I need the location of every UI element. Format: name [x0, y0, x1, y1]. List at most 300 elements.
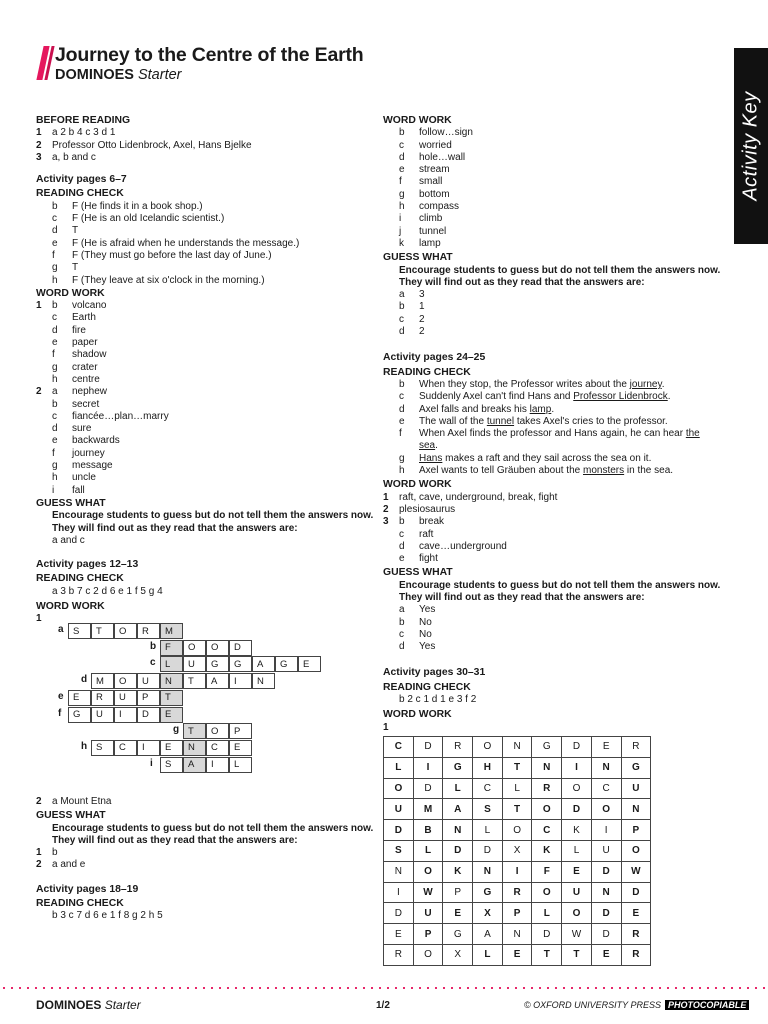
item-number	[36, 435, 52, 447]
list-item	[36, 275, 376, 287]
word-search-cell: O	[473, 737, 503, 758]
section-heading: WORD WORK	[383, 479, 452, 491]
word-search-cell: N	[473, 861, 503, 882]
item-text: stream	[419, 164, 450, 176]
word-search-cell: I	[413, 757, 443, 778]
item-text: cave…underground	[419, 540, 507, 552]
item-text: hole…wall	[419, 151, 466, 163]
word-search-cell: R	[443, 737, 473, 758]
item-text: Suddenly Axel can't find Hans and Professor Lidenbrock.	[419, 391, 671, 403]
item-number	[383, 465, 399, 477]
item-text: centre	[72, 373, 100, 385]
word-search-cell: N	[384, 861, 414, 882]
item-letter: d	[399, 151, 405, 163]
word-search-cell: P	[443, 882, 473, 903]
item-text: When Axel finds the professor and Hans again, he can hear the sea.	[419, 428, 700, 452]
word-search-cell: A	[473, 924, 503, 945]
word-search-cell: T	[502, 799, 532, 820]
word-work-list	[36, 300, 376, 386]
item-number	[383, 238, 399, 250]
crossword-cell: O	[114, 673, 137, 689]
section-heading: READING CHECK	[36, 898, 124, 910]
crossword-cell: O	[114, 623, 137, 639]
word-search-cell: G	[532, 737, 562, 758]
crossword-clue-letter: a	[58, 624, 64, 635]
word-search-cell: G	[443, 757, 473, 778]
word-search-cell: I	[562, 757, 592, 778]
guess-what-instruction: Encourage students to guess but do not tell them the answers now. They will find out as they read that the answers are:	[52, 510, 374, 534]
crossword-cell: I	[137, 740, 160, 756]
underlined-answer: Professor Lidenbrock	[573, 391, 668, 403]
list-item	[383, 164, 728, 176]
item-letter: c	[399, 628, 404, 640]
crossword-cell: O	[206, 640, 229, 656]
item-letter: e	[399, 553, 405, 565]
item-text: F (He finds it in a book shop.)	[72, 200, 203, 212]
item-text: backwards	[72, 435, 120, 447]
item-text: b	[52, 847, 58, 859]
crossword-cell: C	[114, 740, 137, 756]
underlined-answer: journey	[629, 378, 662, 390]
guess-what-instruction: Encourage students to guess but do not tell them the answers now. They will find out as they read that the answers are:	[399, 579, 721, 603]
word-work-answer: plesiosaurus	[399, 503, 456, 515]
list-item	[383, 314, 728, 326]
word-search-cell: N	[502, 924, 532, 945]
word-search-cell: D	[413, 737, 443, 758]
item-number: 1	[36, 613, 42, 625]
section-heading: Activity pages 30–31	[383, 667, 486, 679]
word-search-cell: U	[413, 903, 443, 924]
list-item	[36, 225, 376, 237]
crossword-cell: L	[229, 757, 252, 773]
item-text: shadow	[72, 349, 107, 361]
crossword-cell: M	[160, 623, 183, 639]
list-item	[36, 448, 376, 460]
item-number: 3	[383, 516, 389, 528]
list-item	[36, 362, 376, 374]
item-letter: b	[52, 300, 58, 312]
word-search-cell: G	[473, 882, 503, 903]
word-work-list	[36, 386, 376, 497]
item-number: 2	[36, 859, 42, 871]
list-item	[383, 189, 728, 201]
item-number: 2	[36, 796, 42, 807]
section-heading: GUESS WHAT	[383, 567, 453, 579]
section-heading: READING CHECK	[36, 573, 124, 585]
list-item	[36, 127, 376, 139]
word-search-cell: T	[502, 757, 532, 778]
item-number	[383, 641, 399, 653]
item-letter: e	[52, 435, 58, 447]
word-search-cell: L	[473, 820, 503, 841]
item-number	[383, 226, 399, 238]
word-work-answer: raft, cave, underground, break, fight	[399, 491, 558, 503]
item-letter: k	[399, 237, 404, 249]
word-search-cell: N	[591, 757, 621, 778]
word-search-row	[384, 924, 651, 945]
item-text: break	[419, 516, 445, 528]
item-number	[36, 472, 52, 484]
list-item	[36, 847, 376, 859]
crossword-cell: N	[160, 673, 183, 689]
item-text: Axel falls and breaks his lamp.	[419, 403, 555, 415]
item-text: fight	[419, 553, 438, 565]
crossword-cell: L	[160, 656, 183, 672]
word-search-cell: R	[621, 944, 651, 965]
section-heading: WORD WORK	[383, 709, 452, 721]
guess-what-list	[383, 289, 728, 338]
list-item	[383, 465, 728, 477]
word-work-list	[383, 516, 728, 565]
item-number	[36, 250, 52, 262]
crossword-cell: C	[206, 740, 229, 756]
item-number	[383, 176, 399, 188]
item-number	[383, 553, 399, 565]
left-column-lower	[36, 796, 376, 923]
word-search-cell: R	[532, 778, 562, 799]
item-letter: c	[52, 312, 57, 324]
page-title: Journey to the Centre of the Earth	[55, 44, 364, 66]
item-text: volcano	[72, 300, 107, 312]
item-number: 1	[36, 847, 42, 859]
list-item	[383, 453, 728, 465]
before-reading-list	[36, 127, 376, 164]
item-letter: d	[52, 423, 58, 435]
word-search-cell: C	[384, 737, 414, 758]
item-letter: d	[399, 326, 405, 338]
crossword-cell: D	[229, 640, 252, 656]
word-search-cell: R	[621, 737, 651, 758]
item-letter: e	[52, 337, 58, 349]
item-letter: e	[399, 164, 405, 176]
crossword-cell: T	[91, 623, 114, 639]
crossword-cell: G	[206, 656, 229, 672]
item-text: uncle	[72, 472, 96, 484]
crossword-cell: P	[137, 690, 160, 706]
item-letter: f	[52, 349, 55, 361]
underlined-answer: the sea	[419, 428, 700, 452]
item-letter: c	[399, 391, 404, 403]
section-heading: BEFORE READING	[36, 115, 131, 126]
word-search-cell: L	[413, 840, 443, 861]
photocopiable-badge: PHOTOCOPIABLE	[665, 1000, 749, 1010]
word-search-cell: L	[532, 903, 562, 924]
item-text: raft	[419, 528, 434, 540]
item-letter: f	[399, 176, 402, 188]
list-item	[383, 529, 728, 541]
crossword-clue-letter: g	[173, 724, 180, 736]
item-number	[383, 301, 399, 313]
word-search-row	[384, 944, 651, 965]
word-search-cell: O	[413, 944, 443, 965]
list-item	[383, 416, 728, 428]
item-text: T	[72, 225, 79, 237]
section-heading: WORD WORK	[36, 287, 105, 299]
item-text: Hans makes a raft and they sail across the sea on it.	[419, 452, 652, 464]
word-search-cell: O	[413, 861, 443, 882]
section-heading: WORD WORK	[36, 600, 105, 612]
item-text: T	[72, 262, 79, 274]
section-heading: GUESS WHAT	[36, 810, 106, 822]
list-item	[36, 140, 376, 152]
item-letter: g	[399, 452, 405, 464]
underlined-answer: tunnel	[486, 415, 515, 427]
word-search-cell: X	[443, 944, 473, 965]
word-search-cell: D	[532, 924, 562, 945]
word-search-cell: I	[502, 861, 532, 882]
word-search-grid	[383, 736, 651, 966]
crossword-cell: I	[114, 707, 137, 723]
list-item	[36, 213, 376, 225]
section-heading: GUESS WHAT	[36, 497, 106, 509]
item-number	[36, 312, 52, 324]
word-search-cell: B	[413, 820, 443, 841]
item-text: paper	[72, 337, 98, 349]
item-number	[383, 453, 399, 465]
word-search-cell: K	[562, 820, 592, 841]
crossword-clue-letter: b	[150, 640, 157, 652]
underlined-answer: monsters	[583, 465, 625, 477]
word-search-cell: L	[473, 944, 503, 965]
item-number	[36, 411, 52, 423]
word-search-cell: U	[384, 799, 414, 820]
list-item	[383, 213, 728, 225]
section-heading: READING CHECK	[36, 188, 124, 200]
list-item	[36, 411, 376, 423]
crossword-cell: R	[137, 623, 160, 639]
crossword-cell: T	[160, 690, 183, 706]
crossword-cell: S	[160, 757, 183, 773]
left-column	[36, 115, 376, 626]
word-search-cell: U	[591, 840, 621, 861]
word-search-row	[384, 757, 651, 778]
section-heading: READING CHECK	[383, 681, 471, 693]
section-heading: READING CHECK	[383, 366, 471, 378]
underlined-answer: lamp	[529, 403, 552, 415]
guess-what-instruction: Encourage students to guess but do not tell them the answers now. They will find out as they read that the answers are:	[52, 822, 374, 846]
crossword-clue-letter: e	[58, 690, 64, 702]
guess-what-list	[383, 604, 728, 653]
list-item	[383, 201, 728, 213]
item-letter: h	[399, 201, 405, 213]
crossword-cell: G	[275, 656, 298, 672]
word-search-cell: D	[443, 840, 473, 861]
crossword-cell: O	[183, 640, 206, 656]
item-number	[383, 391, 399, 403]
item-letter: h	[52, 373, 58, 385]
word-search-row	[384, 903, 651, 924]
item-letter: e	[399, 415, 405, 427]
item-text: No	[419, 628, 432, 640]
crossword-cell: S	[68, 623, 91, 639]
item-number	[36, 399, 52, 411]
item-number	[36, 349, 52, 361]
item-number	[383, 164, 399, 176]
word-search-cell: F	[532, 861, 562, 882]
list-item	[383, 629, 728, 641]
word-search-cell: L	[443, 778, 473, 799]
item-text: fall	[72, 484, 85, 496]
item-letter: d	[399, 641, 405, 653]
word-search-row	[384, 882, 651, 903]
item-number	[383, 541, 399, 553]
word-search-cell: X	[502, 840, 532, 861]
crossword-cell: I	[229, 673, 252, 689]
section-heading: Activity pages 24–25	[383, 352, 486, 364]
item-text: 2	[419, 326, 425, 338]
list-item	[36, 312, 376, 324]
crossword-cell: G	[229, 656, 252, 672]
item-text: small	[419, 176, 443, 188]
item-number	[383, 289, 399, 301]
item-text: journey	[72, 447, 105, 459]
section-heading: WORD WORK	[383, 115, 452, 126]
item-letter: f	[52, 447, 55, 459]
item-letter: c	[399, 313, 404, 325]
word-search-cell: U	[621, 778, 651, 799]
word-search-cell: W	[562, 924, 592, 945]
item-letter: j	[399, 225, 402, 237]
list-item	[383, 428, 728, 453]
word-search-row	[384, 737, 651, 758]
item-letter: c	[399, 528, 404, 540]
list-item	[36, 337, 376, 349]
item-letter: g	[52, 361, 58, 373]
item-letter: g	[52, 460, 58, 472]
list-item	[383, 140, 728, 152]
item-number	[383, 604, 399, 616]
item-number	[36, 275, 52, 287]
item-letter: i	[52, 484, 55, 496]
word-search-cell: D	[562, 737, 592, 758]
item-text: Yes	[419, 641, 436, 653]
word-search-cell: O	[532, 882, 562, 903]
item-letter: b	[399, 301, 405, 313]
list-item	[383, 379, 728, 391]
word-search-cell: W	[413, 882, 443, 903]
crossword-cell: E	[160, 740, 183, 756]
word-work-answer: a Mount Etna	[52, 796, 112, 807]
word-search-cell: O	[532, 799, 562, 820]
item-number	[383, 140, 399, 152]
word-search-cell: P	[502, 903, 532, 924]
word-search-cell: N	[621, 799, 651, 820]
item-letter: h	[399, 465, 405, 477]
word-search-cell: O	[562, 903, 592, 924]
list-item	[383, 326, 728, 338]
crossword-cell: D	[137, 707, 160, 723]
crossword-cell: E	[68, 690, 91, 706]
section-heading: GUESS WHAT	[383, 252, 453, 264]
item-text: Axel wants to tell Gräuben about the monsters in the sea.	[419, 465, 674, 477]
crossword-cell: U	[91, 707, 114, 723]
list-item	[36, 349, 376, 361]
item-letter: f	[399, 428, 402, 440]
item-number: 2	[36, 386, 42, 398]
crossword-cell: S	[91, 740, 114, 756]
list-item	[36, 325, 376, 337]
word-search-cell: D	[473, 840, 503, 861]
item-letter: b	[52, 398, 58, 410]
crossword-grid	[36, 623, 356, 788]
word-search-cell: D	[591, 924, 621, 945]
item-number	[383, 617, 399, 629]
item-text: crater	[72, 361, 98, 373]
crossword-cell: R	[91, 690, 114, 706]
item-text: tunnel	[419, 225, 447, 237]
item-text: secret	[72, 398, 100, 410]
word-search-cell: L	[562, 840, 592, 861]
word-search-cell: L	[384, 757, 414, 778]
crossword-cell: U	[114, 690, 137, 706]
word-search-row	[384, 799, 651, 820]
list-item	[383, 391, 728, 403]
item-text: The wall of the tunnel takes Axel's cries to the professor.	[419, 415, 668, 427]
item-text: worried	[419, 139, 452, 151]
word-search-cell: O	[562, 778, 592, 799]
item-text: a 2 b 4 c 3 d 1	[52, 127, 116, 139]
crossword-cell: U	[183, 656, 206, 672]
word-search-cell: D	[384, 903, 414, 924]
list-item	[383, 641, 728, 653]
item-number	[383, 127, 399, 139]
item-text: 2	[419, 313, 425, 325]
crossword-cell: A	[252, 656, 275, 672]
reading-check-answers: b 2 c 1 d 1 e 3 f 2	[399, 694, 477, 706]
item-number: 1	[36, 127, 42, 139]
crossword-cell: G	[68, 707, 91, 723]
item-text: follow…sign	[419, 127, 473, 139]
word-search-cell: A	[443, 799, 473, 820]
word-search-cell: O	[621, 840, 651, 861]
item-number	[36, 448, 52, 460]
word-search-cell: L	[502, 778, 532, 799]
list-item	[383, 226, 728, 238]
list-item	[383, 404, 728, 416]
list-item	[36, 399, 376, 411]
item-number	[36, 325, 52, 337]
list-item	[383, 604, 728, 616]
item-number	[383, 404, 399, 416]
crossword-cell: I	[206, 757, 229, 773]
list-item	[36, 262, 376, 274]
item-letter: i	[399, 213, 402, 225]
item-letter: b	[399, 616, 405, 628]
word-search-cell: R	[621, 924, 651, 945]
word-search-row	[384, 861, 651, 882]
word-search-cell: G	[443, 924, 473, 945]
item-text: Earth	[72, 312, 96, 324]
item-text: compass	[419, 201, 460, 213]
word-work-list	[383, 127, 728, 250]
item-letter: b	[399, 516, 405, 528]
item-text: F (They must go before the last day of June.)	[72, 249, 272, 261]
item-letter: d	[399, 540, 405, 552]
word-search-cell: T	[562, 944, 592, 965]
item-text: nephew	[72, 386, 108, 398]
word-search-cell: E	[591, 944, 621, 965]
list-item	[383, 289, 728, 301]
item-text: When they stop, the Professor writes about the journey.	[419, 378, 665, 390]
word-search-cell: E	[502, 944, 532, 965]
footer-publisher: © OXFORD UNIVERSITY PRESS PHOTOCOPIABLE	[524, 1000, 749, 1010]
list-item	[383, 301, 728, 313]
item-number	[36, 362, 52, 374]
item-number	[36, 337, 52, 349]
item-number	[36, 423, 52, 435]
item-number	[383, 189, 399, 201]
list-item	[36, 460, 376, 472]
